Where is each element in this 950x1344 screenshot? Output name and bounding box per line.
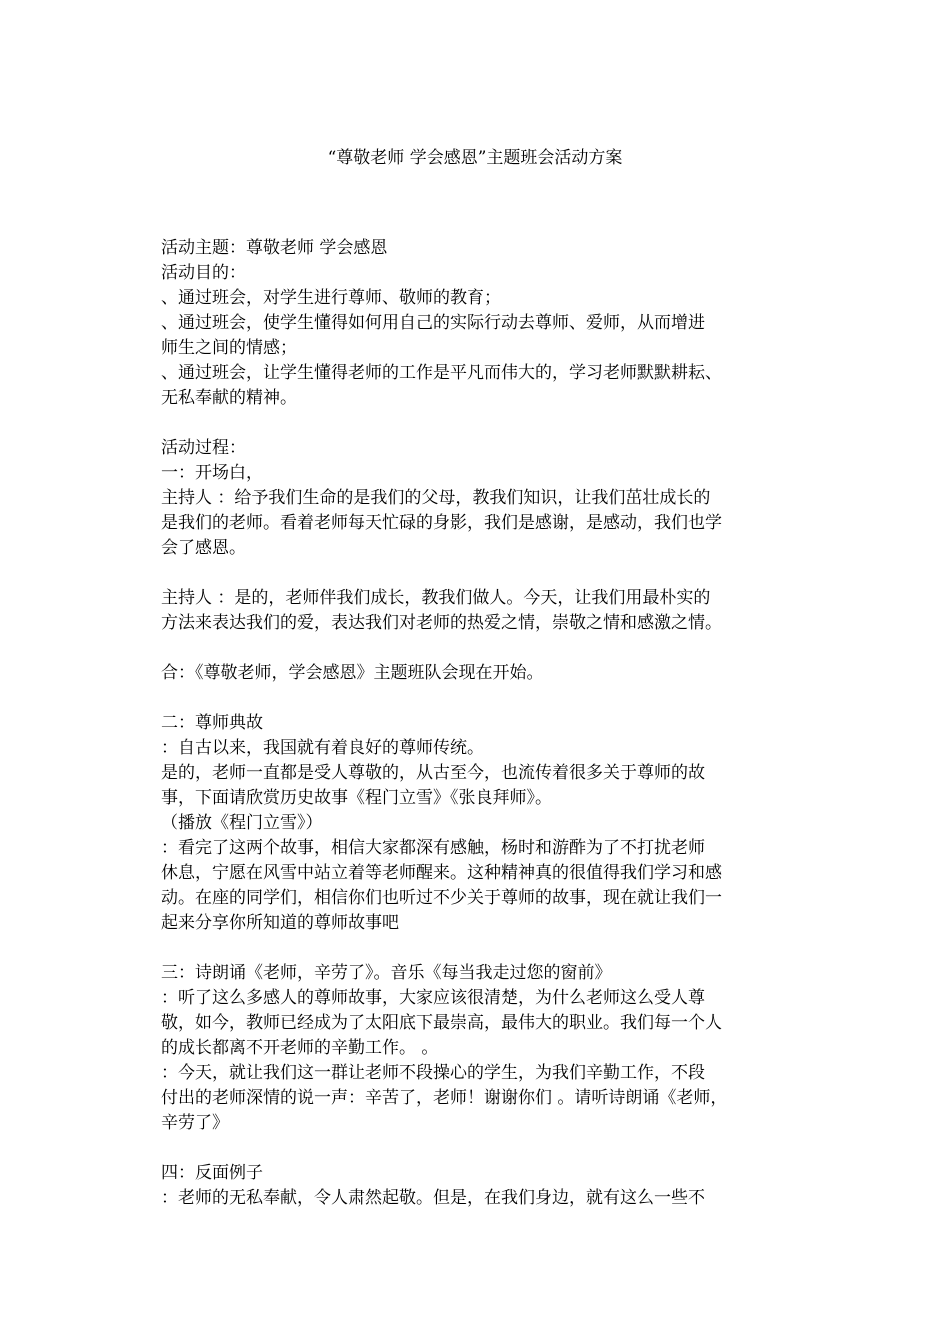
text-line: ：自古以来，我国就有着良好的尊师传统。 bbox=[161, 738, 484, 758]
text-line: 会了感恩。 bbox=[161, 538, 246, 558]
text-line: 付出的老师深情的说一声：辛苦了，老师！谢谢你们 。请听诗朗诵《老师， bbox=[161, 1088, 728, 1108]
text-line: 的成长都离不开老师的辛勤工作。 。 bbox=[161, 1038, 439, 1058]
text-line: 休息，宁愿在风雪中站立着等老师醒来。这种精神真的很值得我们学习和感 bbox=[161, 863, 722, 883]
text-line: （播放《程门立雪》） bbox=[161, 813, 323, 833]
text-line: 合：《尊敬老师，学会感恩》主题班队会现在开始。 bbox=[161, 663, 544, 683]
text-line: 一：开场白， bbox=[161, 463, 263, 483]
text-line: ：看完了这两个故事，相信大家都深有感触，杨时和游酢为了不打扰老师 bbox=[161, 838, 705, 858]
paragraph-gap bbox=[161, 411, 791, 436]
text-line: 活动主题：尊敬老师 学会感恩 bbox=[161, 238, 388, 258]
text-line: 是的，老师一直都是受人尊敬的，从古至今，也流传着很多关于尊师的故 bbox=[161, 763, 705, 783]
text-line: 辛劳了》 bbox=[161, 1113, 229, 1133]
paragraph-gap bbox=[161, 636, 791, 661]
text-line: 、通过班会，对学生进行尊师、敬师的教育； bbox=[161, 288, 501, 308]
section-heading: 二：尊师典故 bbox=[161, 713, 263, 733]
section-heading: 四：反面例子 bbox=[161, 1163, 263, 1183]
paragraph-gap bbox=[161, 1136, 791, 1161]
section-heading: 三：诗朗诵《老师，辛劳了》。音乐《每当我走过您的窗前》 bbox=[161, 963, 612, 983]
text-line: 活动过程： bbox=[161, 438, 246, 458]
paragraph-gap bbox=[161, 936, 791, 961]
text-line: 主持人 ：是的，老师伴我们成长，教我们做人。今天，让我们用最朴实的 bbox=[161, 588, 711, 608]
text-line: 动。在座的同学们，相信你们也听过不少关于尊师的故事，现在就让我们一 bbox=[161, 888, 722, 908]
text-line: 活动目的： bbox=[161, 263, 246, 283]
paragraph-gap bbox=[161, 561, 791, 586]
text-line: 方法来表达我们的爱，表达我们对老师的热爱之情，崇敬之情和感激之情。 bbox=[161, 613, 722, 633]
text-line: 师生之间的情感； bbox=[161, 338, 297, 358]
document-body bbox=[161, 236, 791, 1211]
text-line: 起来分享你所知道的尊师故事吧 bbox=[161, 913, 399, 933]
paragraph-gap bbox=[161, 686, 791, 711]
text-line: 是我们的老师。看着老师每天忙碌的身影，我们是感谢，是感动，我们也学 bbox=[161, 513, 722, 533]
text-line: 、通过班会，使学生懂得如何用自己的实际行动去尊师、爱师，从而增进 bbox=[161, 313, 705, 333]
document-title: “尊敬老师 学会感恩”主题班会活动方案 bbox=[327, 148, 623, 168]
text-line: ：今天，就让我们这一群让老师不段操心的学生，为我们辛勤工作，不段 bbox=[161, 1063, 705, 1083]
text-line: ：听了这么多感人的尊师故事，大家应该很清楚，为什么老师这么受人尊 bbox=[161, 988, 705, 1008]
text-line: 事，下面请欣赏历史故事《程门立雪》《张良拜师》。 bbox=[161, 788, 552, 808]
text-line: 敬，如今，教师已经成为了太阳底下最崇高，最伟大的职业。我们每一个人 bbox=[161, 1013, 722, 1033]
text-line: 主持人 ：给予我们生命的是我们的父母，教我们知识，让我们茁壮成长的 bbox=[161, 488, 711, 508]
text-line: 、通过班会，让学生懂得老师的工作是平凡而伟大的，学习老师默默耕耘、 bbox=[161, 363, 722, 383]
text-line: 无私奉献的精神。 bbox=[161, 388, 297, 408]
text-line: ：老师的无私奉献，令人肃然起敬。但是，在我们身边，就有这么一些不 bbox=[161, 1188, 705, 1208]
